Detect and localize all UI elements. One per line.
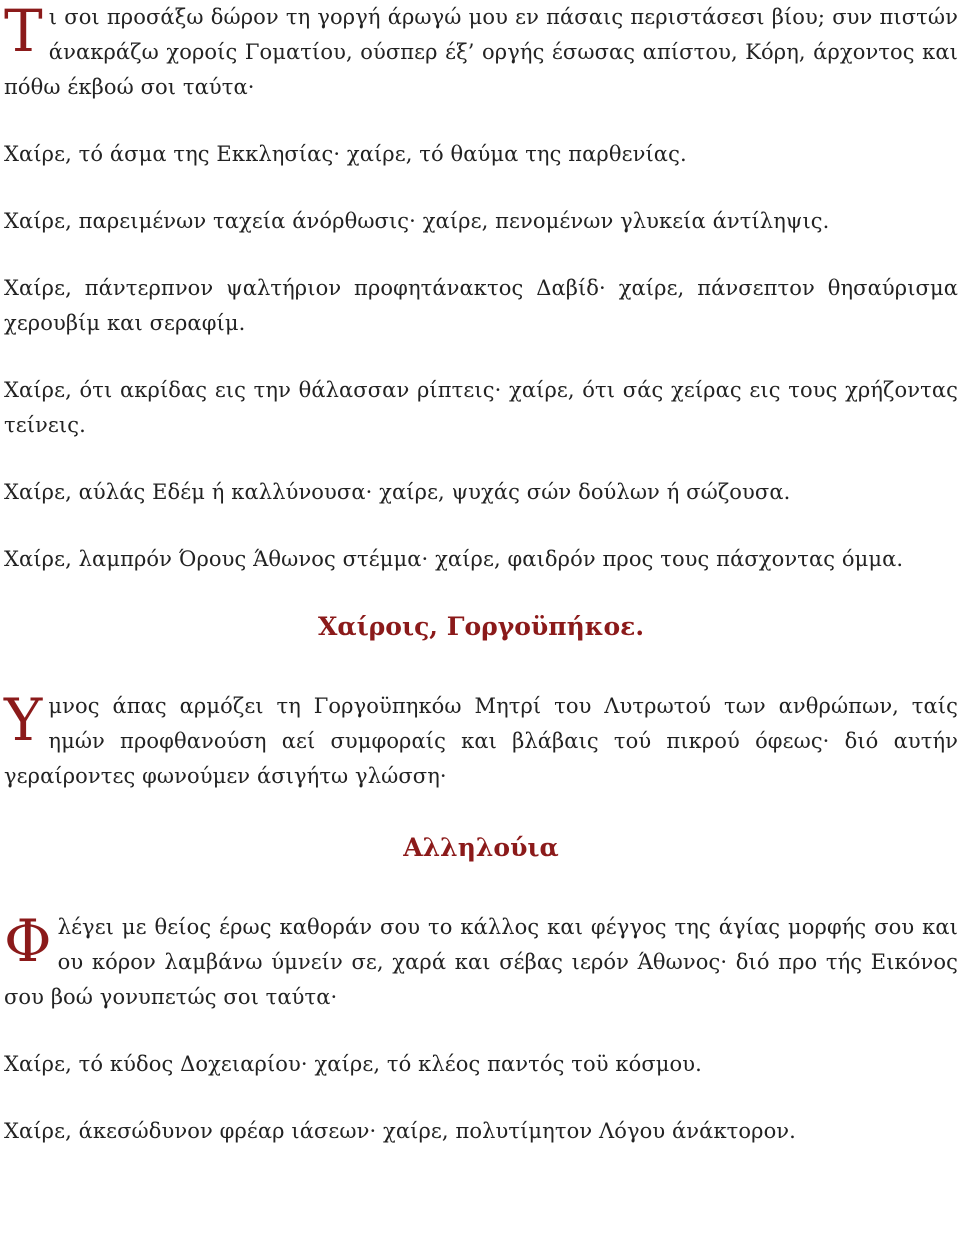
stanza-text: μνος άπας αρμόζει τη Γοργοϋπηκόω Μητρί του Λυτρωτού των ανθρώπων, ταίς ημών προφθανούση αεί συμφοραίς και βλάβαις τού πικρού όφεως· διό αυτήν γεραίροντες φωνούμεν άσιγήτω γλώσση· (4, 694, 958, 788)
stanza-text: ι σοι προσάξω δώρον τη γοργή άρωγώ μου εν πάσαις περιστάσεσι βίου; συν πιστών άνακράζω χοροίς Γοματίου, ούσπερ έξ’ οργής έσωσας απίστου, Κόρη, άρχοντος και πόθω έκβοώ σοι ταύτα· (4, 5, 958, 99)
chairetismos-line: Χαίρε, λαμπρόν Όρους Άθωνος στέμμα· χαίρε, φαιδρόν προς τους πάσχοντας όμμα. (4, 547, 904, 571)
alleluia-heading: Αλληλούια (403, 833, 559, 862)
dropcap-letter: Υ (4, 686, 43, 754)
chairetismos-line: Χαίρε, άκεσώδυνον φρέαρ ιάσεων· χαίρε, πολυτίμητον Λόγου άνάκτορον. (4, 1119, 796, 1143)
chairetismos-line: Χαίρε, παρειμένων ταχεία άνόρθωσις· χαίρε, πενομένων γλυκεία άντίληψις. (4, 209, 830, 233)
stanza-text: λέγει με θείος έρως καθοράν σου το κάλλος και φέγγος της άγίας μορφής σου και ου κόρον λαμβάνω ύμνείν σε, χαρά και σέβας ιερόν Άθωνος· διό προ τής Εικόνος σου βοώ γονυπετώς σοι ταύτα· (4, 915, 958, 1009)
stanza-ypsilon (4, 686, 958, 794)
dropcap-letter: Τ (4, 0, 43, 65)
chairetismos-line: Χαίρε, πάντερπνον ψαλτήριον προφητάνακτος Δαβίδ· χαίρε, πάνσεπτον θησαύρισμα χερουβίμ και σεραφίμ. (4, 276, 958, 335)
dropcap-letter: Φ (4, 907, 52, 975)
refrain-heading: Χαίροις, Γοργοϋπήκοε. (317, 612, 645, 641)
stanza-phi (4, 907, 958, 1015)
stanza-tau (4, 0, 958, 105)
chairetismos-line: Χαίρε, τό άσμα της Εκκλησίας· χαίρε, τό θαύμα της παρθενίας. (4, 142, 687, 166)
chairetismos-line: Χαίρε, τό κύδος Δοχειαρίου· χαίρε, τό κλέος παντός τοϋ κόσμου. (4, 1052, 702, 1076)
chairetismos-line: Χαίρε, ότι ακρίδας εις την θάλασσαν ρίπτεις· χαίρε, ότι σάς χείρας εις τους χρήζοντας τείνεις. (4, 378, 958, 437)
chairetismos-line: Χαίρε, αύλάς Εδέμ ή καλλύνουσα· χαίρε, ψυχάς σών δούλων ή σώζουσα. (4, 480, 791, 504)
